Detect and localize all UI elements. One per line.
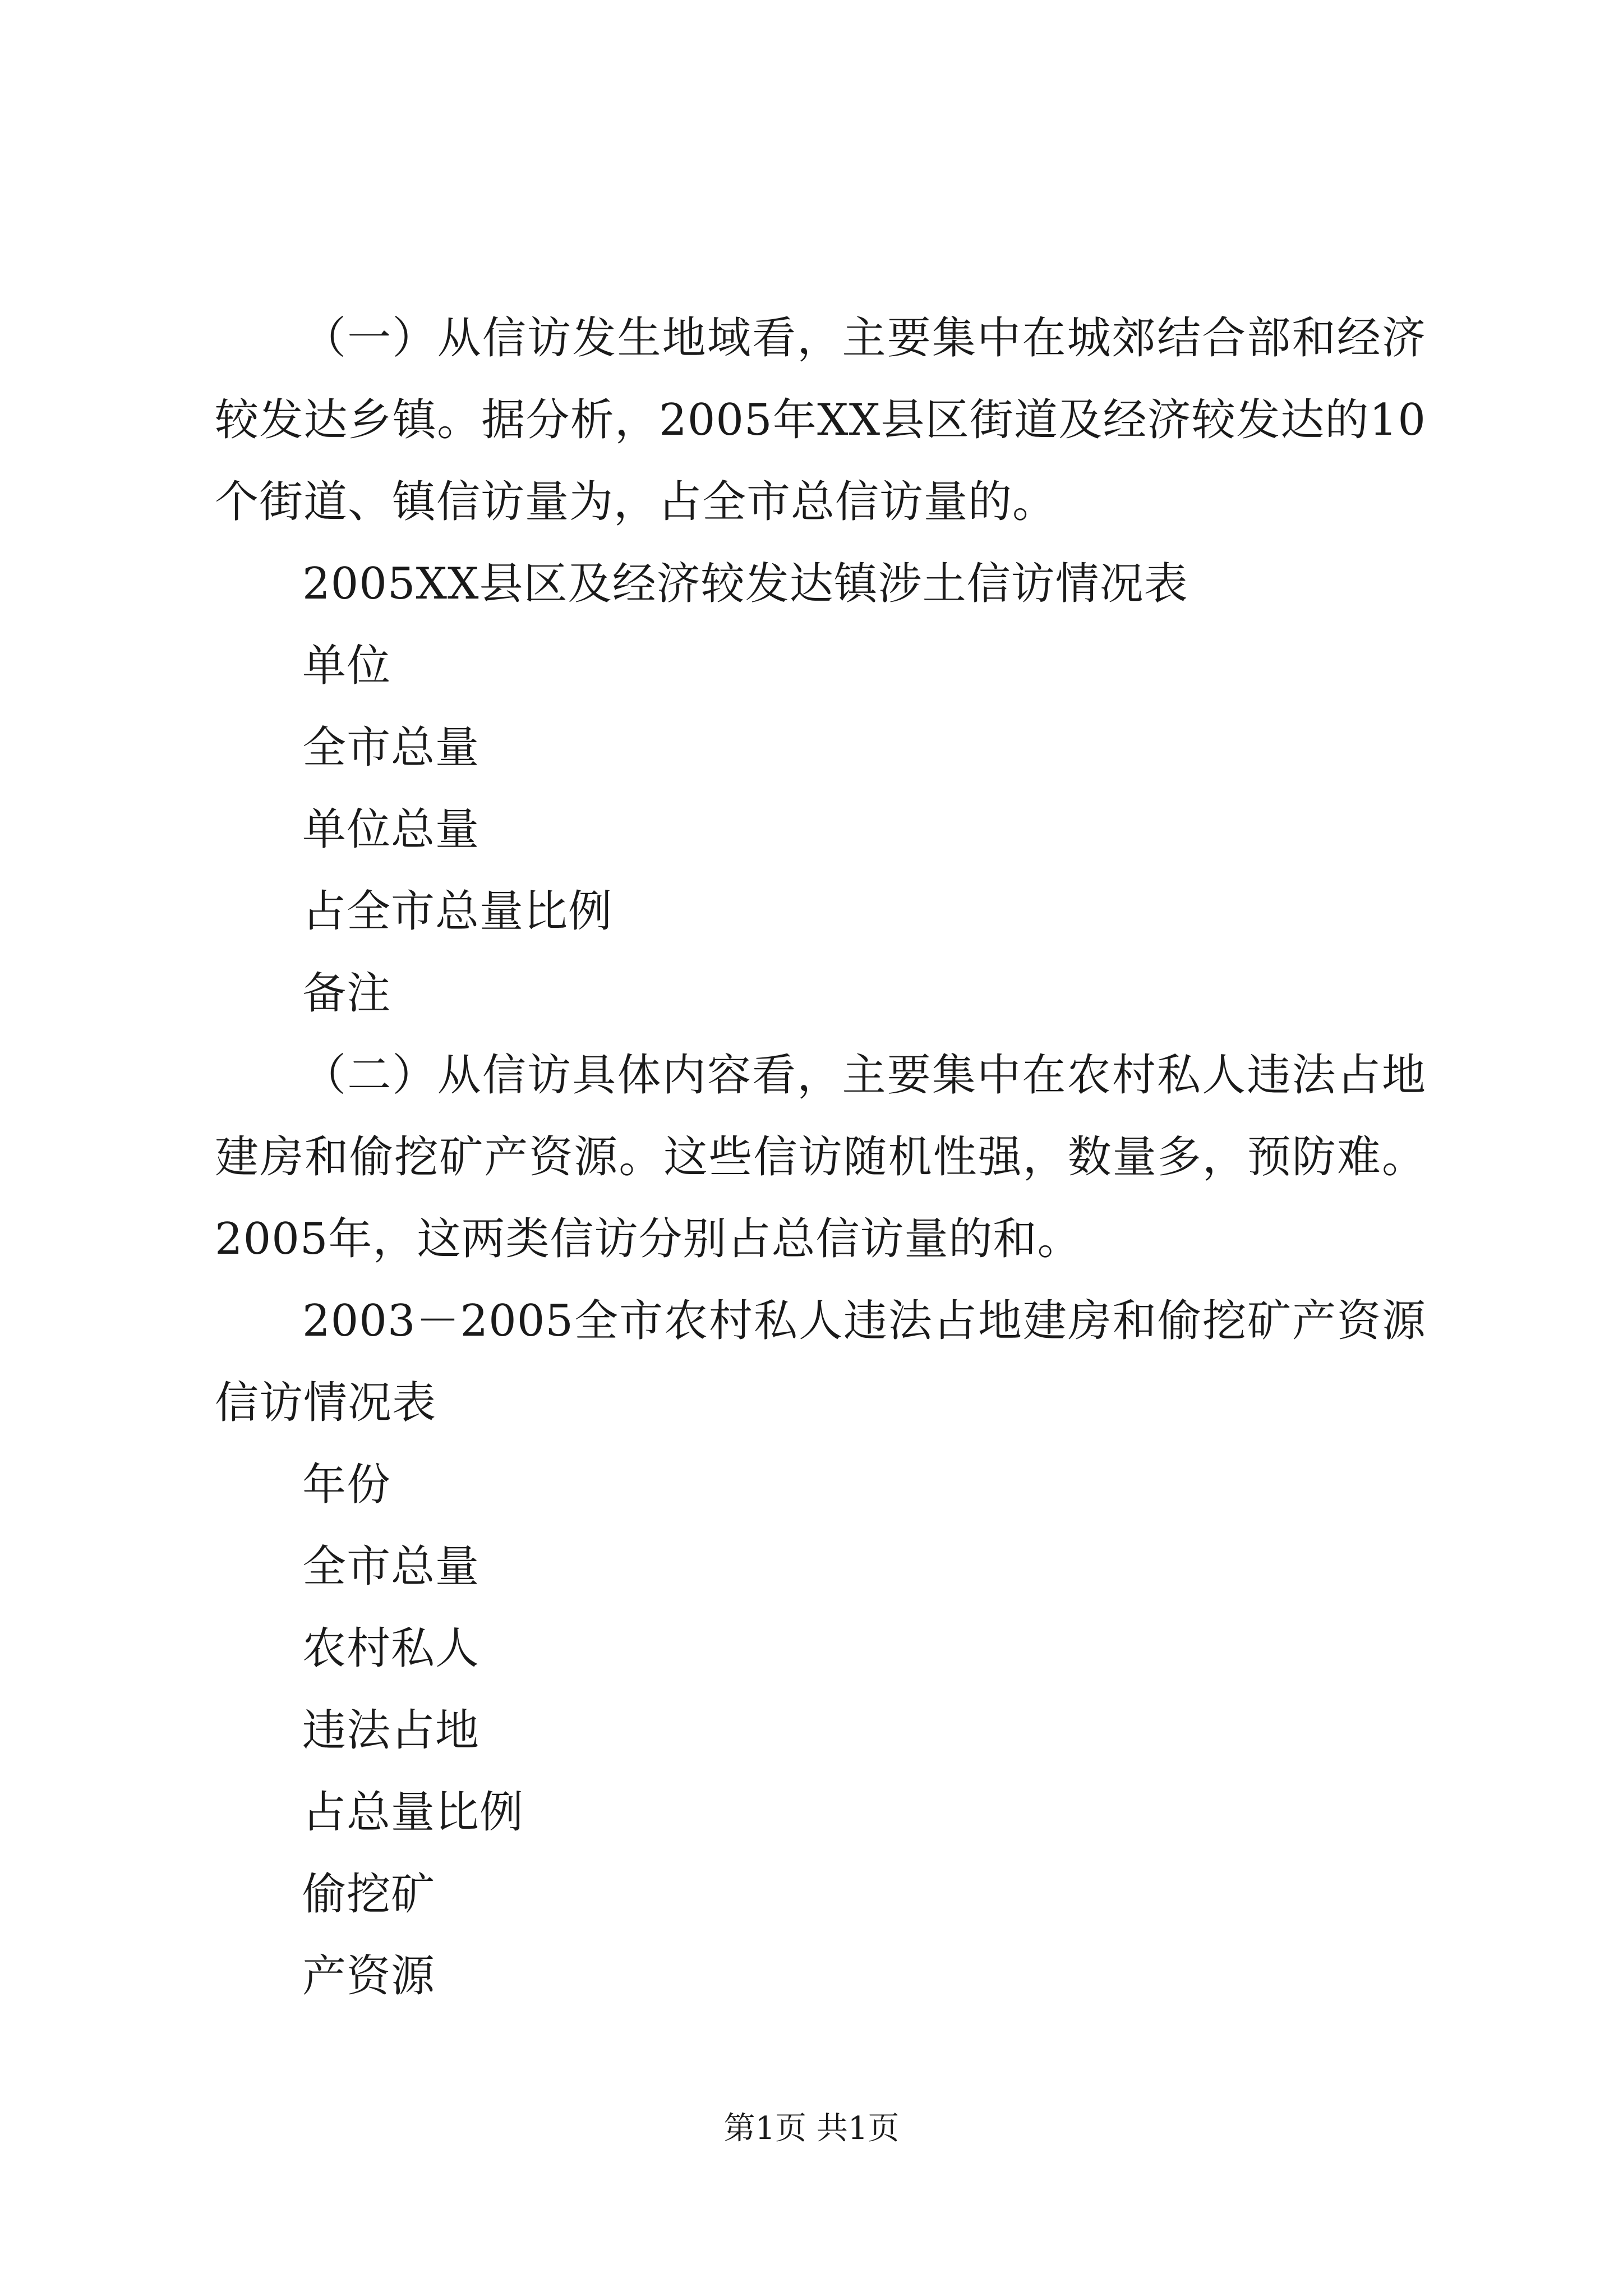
table-2-header-ratio: 占总量比例: [302, 1787, 524, 1838]
table-2-header-city-total: 全市总量: [302, 1542, 480, 1592]
table-1-title: 2005XX县区及经济较发达镇涉土信访情况表: [302, 559, 1188, 609]
table-1-header-unit-total: 单位总量: [302, 804, 480, 855]
table-1-header-ratio: 占全市总量比例: [302, 886, 613, 937]
table-2-header-illegal-mining: 偷挖矿: [302, 1869, 436, 1920]
table-2-title: 2003－2005全市农村私人违法占地建房和偷挖矿产资源信访情况表: [215, 1296, 1426, 1428]
page-number-footer: 第1页 共1页: [723, 2110, 900, 2147]
table-2-header-rural-private: 农村私人: [302, 1623, 480, 1674]
table-1-header-remarks: 备注: [302, 968, 391, 1019]
table-1-header-unit: 单位: [302, 641, 391, 691]
table-2-header-year: 年份: [302, 1460, 391, 1510]
table-2-header-mineral-resources: 产资源: [302, 1951, 436, 2001]
document-body: [215, 297, 1426, 2017]
table-2-header-illegal-land: 违法占地: [302, 1705, 480, 1756]
table-1-header-city-total: 全市总量: [302, 723, 480, 773]
paragraph-content-distribution: （二）从信访具体内容看，主要集中在农村私人违法占地建房和偷挖矿产资源。这些信访随机性强，数量多，预防难。2005年，这两类信访分别占总信访量的和。: [215, 1050, 1426, 1264]
paragraph-regional-distribution: （一）从信访发生地域看，主要集中在城郊结合部和经济较发达乡镇。据分析，2005年XX县区街道及经济较发达的10个街道、镇信访量为，占全市总信访量的。: [215, 313, 1426, 527]
